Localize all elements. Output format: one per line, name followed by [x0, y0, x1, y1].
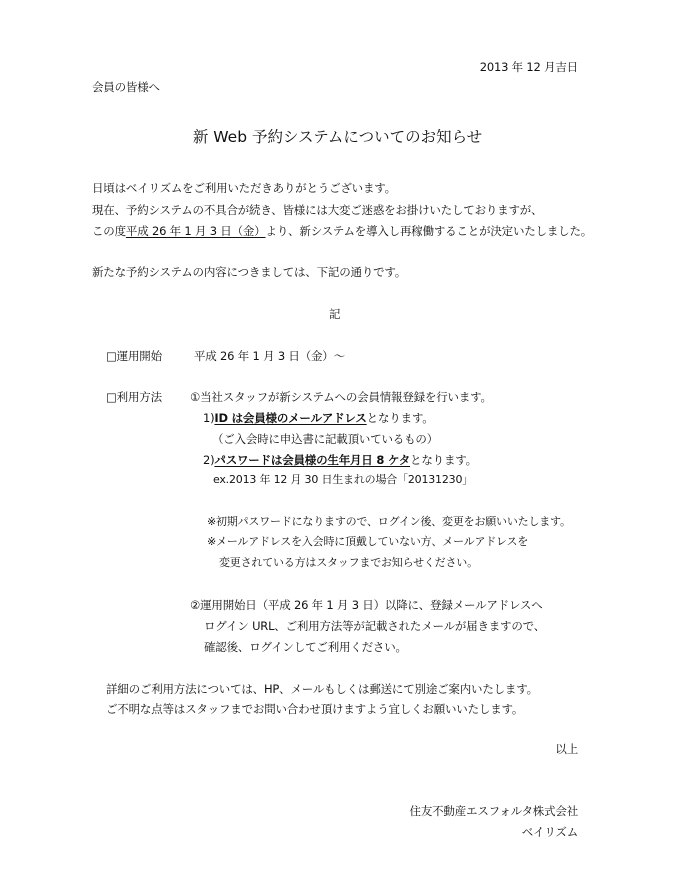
intro-line-3-prefix: この度	[92, 224, 126, 238]
usage-note-2-line-1: ※メールアドレスを入会時に頂戴していない方、メールアドレスを	[207, 535, 529, 548]
usage-point-1: ①当社スタッフが新システムへの会員情報登録を行います。	[190, 390, 492, 404]
usage-point-2-line-2: ログイン URL、ご利用方法等が記載されたメールが届きますので、	[204, 619, 546, 633]
usage-label: □利用方法	[106, 390, 162, 404]
signature-brand: ベイリズム	[521, 825, 578, 839]
intro-line-3-suffix: より、新システムを導入し再稼働することが決定いたしました。	[265, 224, 593, 238]
usage-note-1: ※初期パスワードになりますので、ログイン後、変更をお願いいたします。	[207, 515, 571, 528]
usage-sub-2	[203, 452, 477, 468]
usage-sub-1	[203, 410, 434, 426]
usage-sub-2-suffix: となります。	[410, 453, 477, 467]
usage-point-2-line-1: ②運用開始日（平成 26 年 1 月 3 日）以降に、登録メールアドレスへ	[190, 598, 543, 612]
end-mark: 以上	[555, 742, 578, 756]
usage-sub-2-example: ex.2013 年 12 月 30 日生まれの場合「20131230」	[213, 473, 474, 486]
intro-line-2: 現在、予約システムの不具合が続き、皆様には大変ご迷惑をお掛けいたしておりますが、	[92, 203, 543, 217]
start-value: 平成 26 年 1 月 3 日（金）～	[194, 349, 345, 363]
usage-sub-2-prefix: 2)	[203, 453, 215, 467]
ki-heading: 記	[329, 307, 341, 321]
closing-line-2: ご不明な点等はスタッフまでお問い合わせ頂けますよう宜しくお願いいたします。	[106, 702, 524, 716]
password-is-birthdate-underlined: パスワードは会員様の生年月日 8 ケタ	[214, 453, 411, 467]
signature-company: 住友不動産エスフォルタ株式会社	[409, 804, 578, 818]
intro-line-4: 新たな予約システムの内容につきましては、下記の通りです。	[92, 265, 407, 279]
document-date: 2013 年 12 月吉日	[479, 60, 578, 74]
usage-sub-1-prefix: 1)	[203, 411, 215, 425]
usage-point-2-line-3: 確認後、ログインしてご利用ください。	[204, 640, 407, 654]
intro-line-3	[92, 223, 592, 239]
usage-sub-1-suffix: となります。	[366, 411, 434, 425]
usage-note-2-line-2: 変更されている方はスタッフまでお知らせください。	[219, 556, 478, 569]
launch-date-underlined: 平成 26 年 1 月 3 日（金）	[125, 224, 266, 238]
id-is-email-underlined: ID は会員様のメールアドレス	[214, 411, 367, 425]
start-label: □運用開始	[106, 349, 162, 363]
recipient-salutation: 会員の皆様へ	[92, 80, 160, 94]
usage-sub-1-note: （ご入会時に申込書に記載頂いているもの）	[212, 432, 438, 446]
closing-line-1: 詳細のご利用方法については、HP、メールもしくは郵送にて別途ご案内いたします。	[106, 682, 538, 696]
intro-line-1: 日頃はベイリズムをご利用いただきありがとうございます。	[92, 181, 396, 195]
document-title: 新 Web 予約システムについてのお知らせ	[192, 128, 483, 146]
